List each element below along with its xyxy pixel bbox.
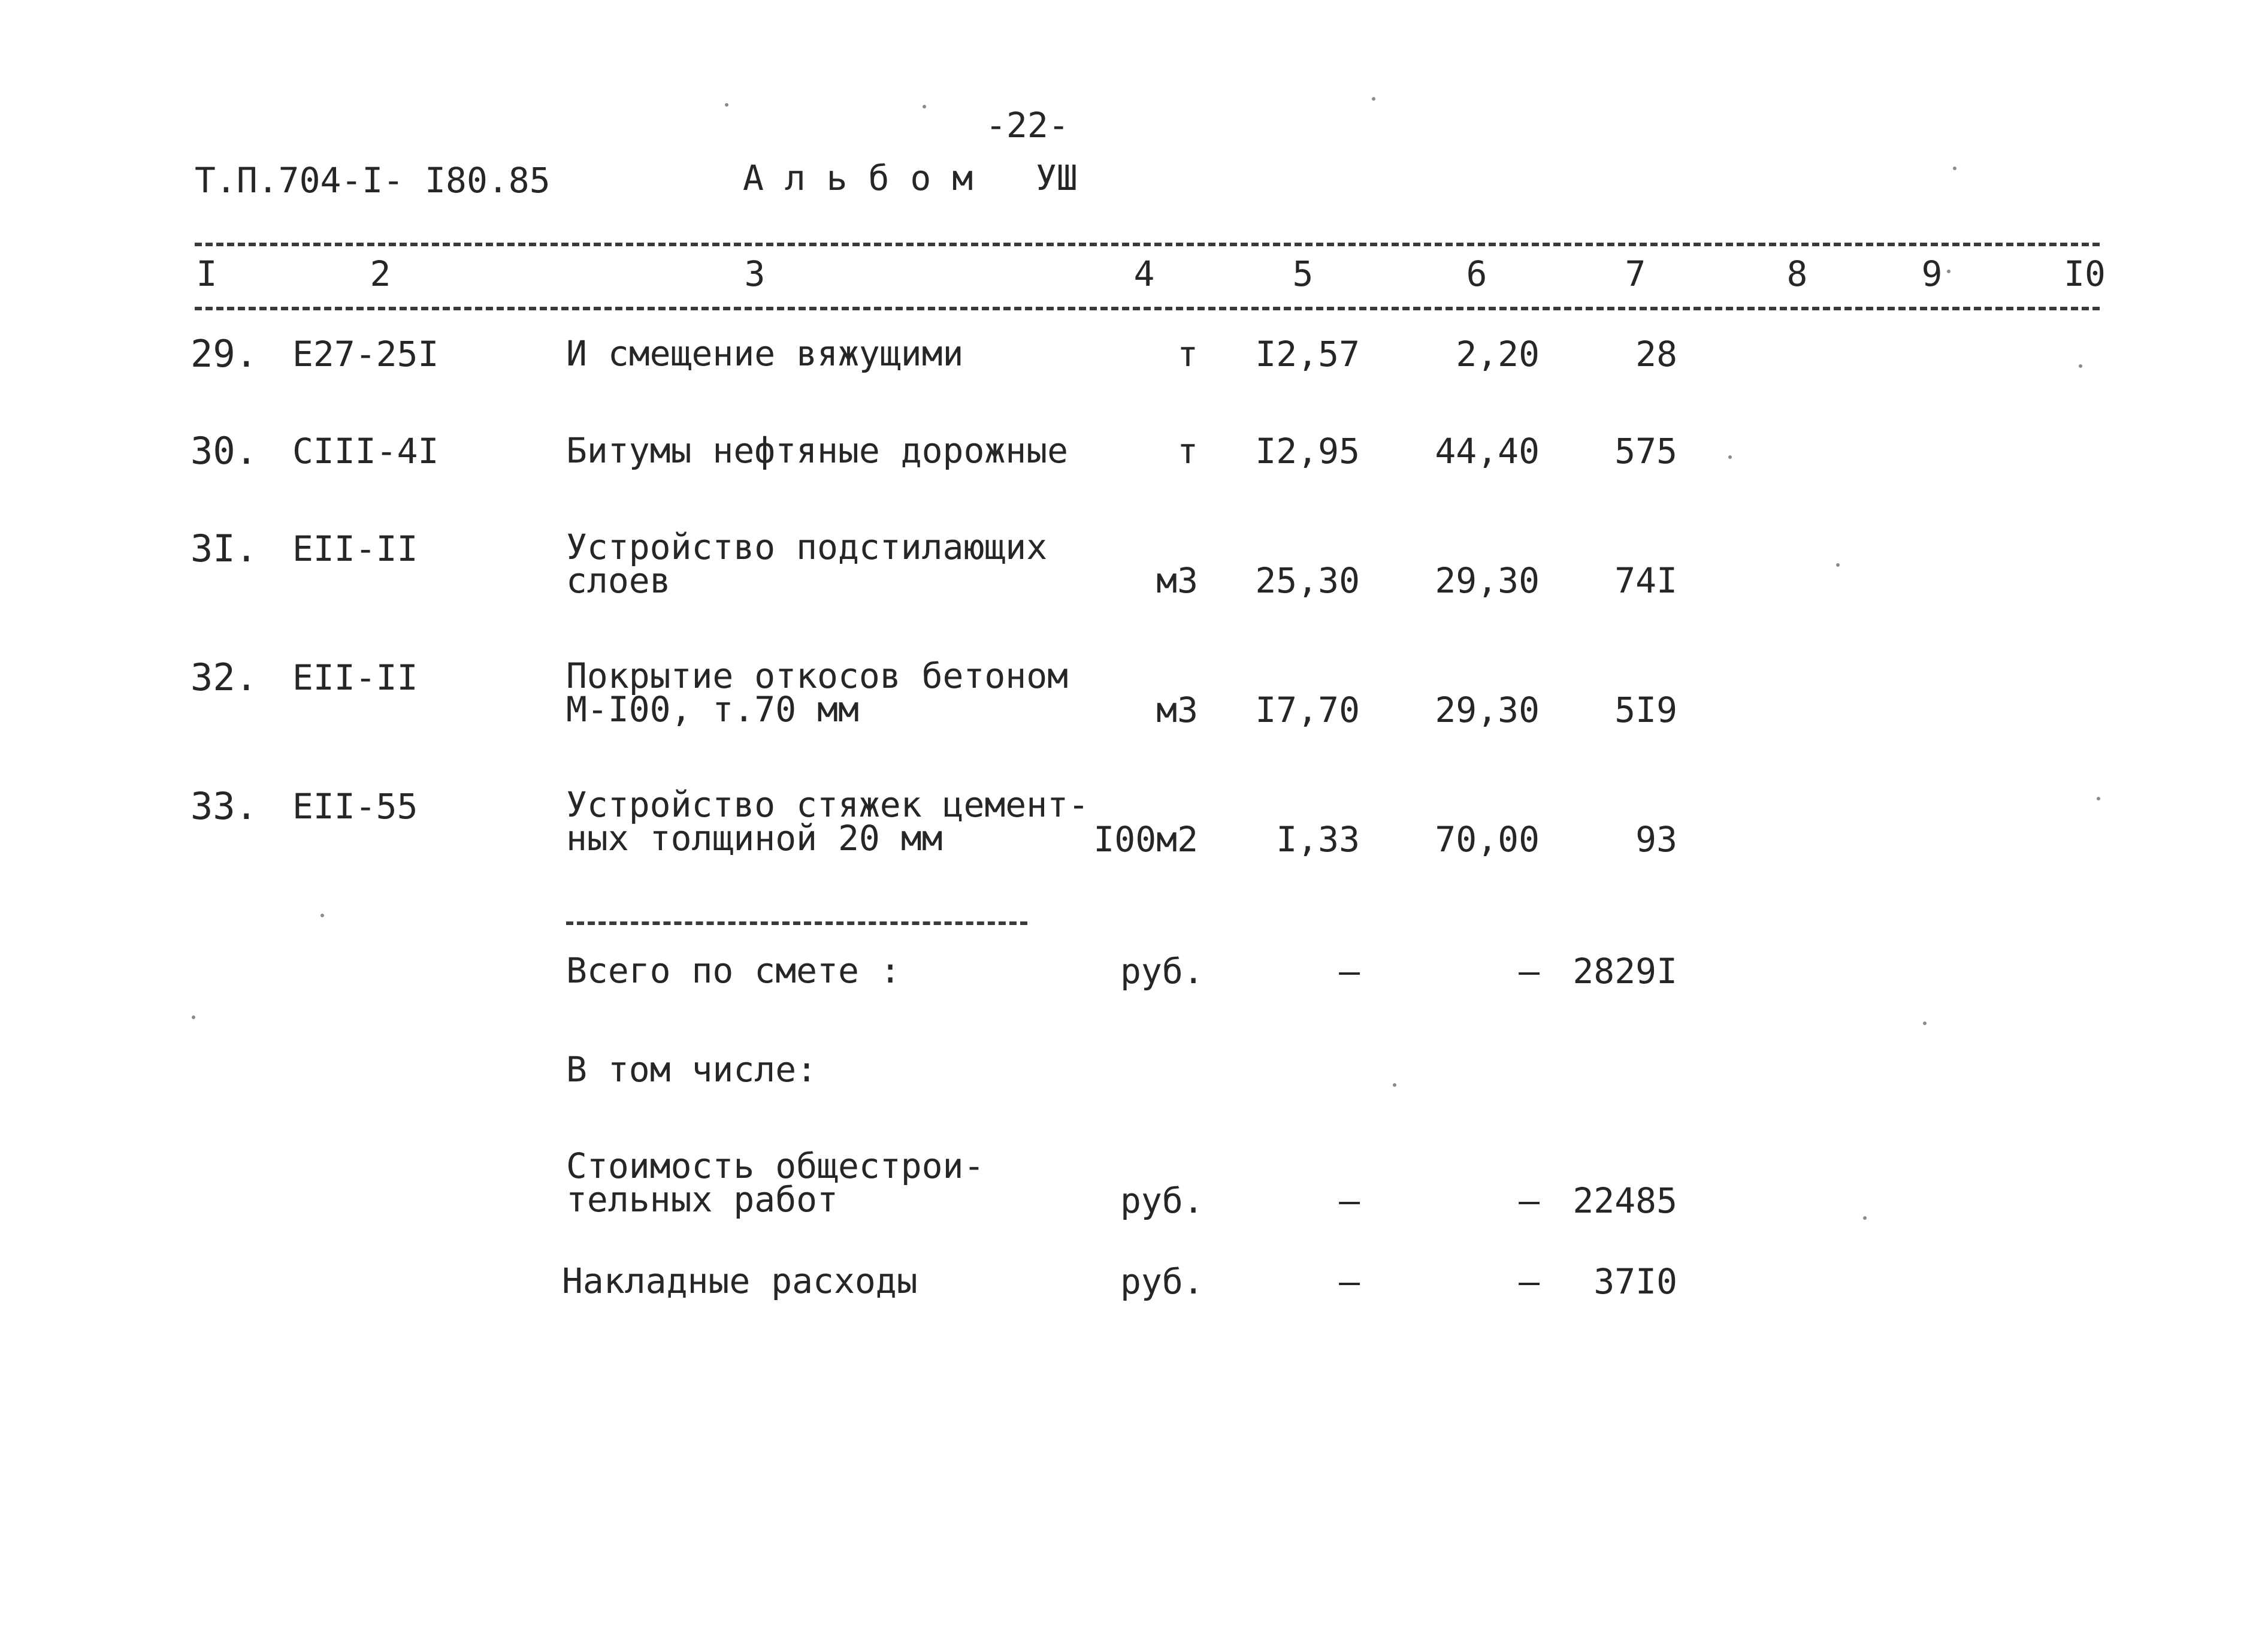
col-number: 6 <box>1466 253 1487 294</box>
quantity: I7,70 <box>1255 690 1360 730</box>
scan-speck <box>2079 364 2082 368</box>
unit: руб. <box>1120 1261 1204 1302</box>
unit-price: – <box>1519 1180 1540 1221</box>
total-cost: 74I <box>1614 560 1677 601</box>
work-name: Устройство подстилающих слоев <box>566 527 1048 601</box>
unit-price: 44,40 <box>1435 431 1540 472</box>
row-number: 33. <box>190 784 258 828</box>
totals-divider <box>566 921 1027 925</box>
col-number: I <box>196 253 217 294</box>
quantity: I,33 <box>1276 819 1360 860</box>
scan-speck <box>923 105 926 108</box>
work-name: Битумы нефтяные дорожные <box>566 430 1069 471</box>
unit: т <box>1177 431 1198 472</box>
total-cost: 575 <box>1614 431 1677 472</box>
unit: руб. <box>1120 951 1204 992</box>
summary-label: Стоимость общестрои- тельных работ <box>566 1146 985 1220</box>
unit-price: 29,30 <box>1435 690 1540 730</box>
scan-speck <box>1728 455 1732 459</box>
scan-speck <box>1836 563 1840 567</box>
unit: I00м2 <box>1093 819 1198 860</box>
total-cost: 93 <box>1635 819 1677 860</box>
album-title: А л ь б о м УШ <box>743 158 1078 198</box>
scan-speck <box>1947 270 1951 273</box>
unit: м3 <box>1156 690 1198 730</box>
row-number: 32. <box>190 655 258 699</box>
unit-price: 2,20 <box>1456 334 1540 374</box>
total-cost: 28 <box>1635 334 1677 374</box>
row-number: 29. <box>190 332 258 376</box>
rate-code: EII-II <box>292 657 418 698</box>
scan-speck <box>192 1016 195 1019</box>
rate-code: CIII-4I <box>292 431 439 472</box>
rate-code: E27-25I <box>292 334 439 374</box>
summary-label: Всего по смете : <box>566 950 901 991</box>
col-number: 7 <box>1625 253 1646 294</box>
summary-label: Накладные расходы <box>562 1261 918 1301</box>
scan-speck <box>1393 1083 1396 1087</box>
col-number: 4 <box>1133 253 1155 294</box>
quantity: — <box>1339 1180 1360 1221</box>
unit-price: 70,00 <box>1435 819 1540 860</box>
unit-price: 29,30 <box>1435 560 1540 601</box>
total-cost: 22485 <box>1573 1180 1677 1221</box>
work-name: Покрытие откосов бетоном М-I00, т.70 мм <box>566 655 1069 730</box>
scan-speck <box>1923 1021 1927 1025</box>
scan-speck <box>1372 97 1375 101</box>
unit-price: – <box>1519 951 1540 992</box>
quantity: I2,57 <box>1255 334 1360 374</box>
unit: м3 <box>1156 560 1198 601</box>
scan-speck <box>2097 797 2100 800</box>
unit: руб. <box>1120 1180 1204 1221</box>
page-number: -22- <box>985 105 1069 146</box>
col-number: 2 <box>370 253 391 294</box>
unit: т <box>1177 334 1198 374</box>
unit-price: – <box>1519 1261 1540 1302</box>
rate-code: EII-55 <box>292 786 418 827</box>
table-header-top-rule <box>195 243 2100 246</box>
quantity: I2,95 <box>1255 431 1360 472</box>
row-number: 3I. <box>190 527 258 570</box>
document-code: Т.П.704-I- I80.85 <box>195 160 551 201</box>
quantity: – <box>1339 1261 1360 1302</box>
scan-speck <box>1863 1216 1867 1220</box>
col-number: 8 <box>1786 253 1808 294</box>
rate-code: EII-II <box>292 528 418 569</box>
col-number: 5 <box>1292 253 1314 294</box>
col-number: I0 <box>2064 253 2106 294</box>
col-number: 9 <box>1921 253 1943 294</box>
quantity: – <box>1339 951 1360 992</box>
row-number: 30. <box>190 429 258 473</box>
work-name: И смещение вяжущими <box>566 333 964 374</box>
scan-speck <box>320 914 324 917</box>
total-cost: 37I0 <box>1593 1261 1677 1302</box>
scan-speck <box>1953 167 1956 170</box>
total-cost: 5I9 <box>1614 690 1677 730</box>
scan-speck <box>725 103 728 107</box>
col-number: 3 <box>744 253 766 294</box>
summary-label: В том числе: <box>566 1049 818 1090</box>
work-name: Устройство стяжек цемент- ных толщиной 20 мм <box>566 784 1089 859</box>
quantity: 25,30 <box>1255 560 1360 601</box>
total-cost: 2829I <box>1573 951 1677 992</box>
table-header-bottom-rule <box>195 307 2100 310</box>
